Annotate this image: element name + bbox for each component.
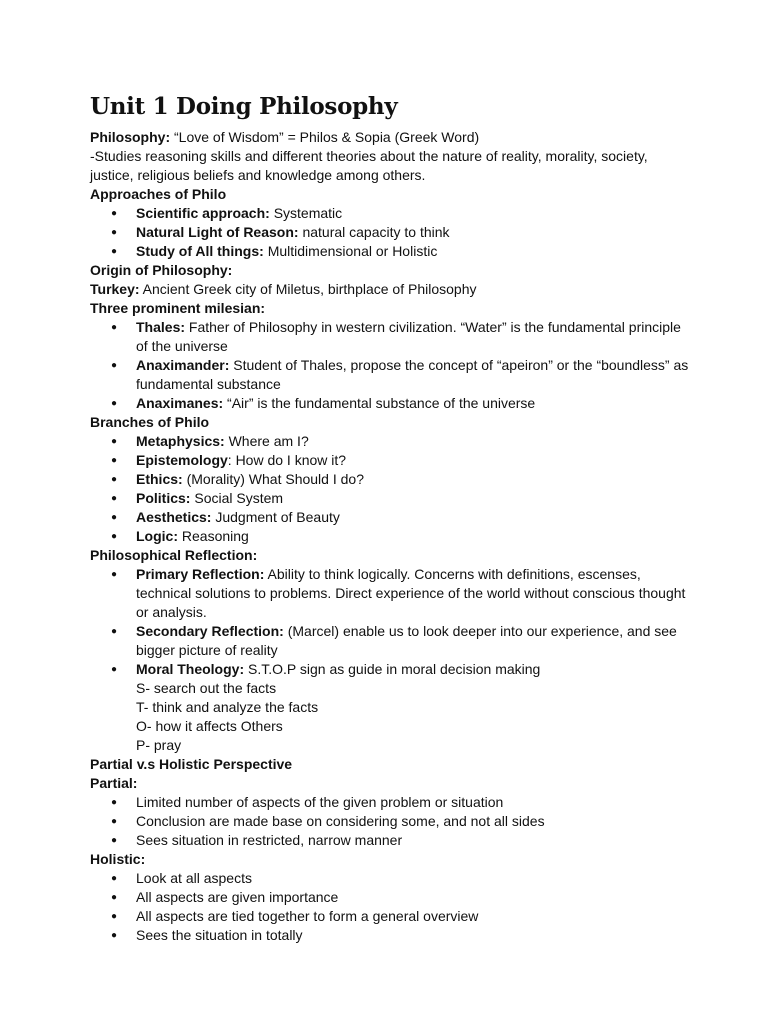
bullet-icon: ● xyxy=(111,322,118,333)
partial-heading: Partial: xyxy=(90,775,138,791)
item-label: Natural Light of Reason: xyxy=(136,224,299,240)
bullet-icon: ● xyxy=(111,208,118,219)
milesian-list xyxy=(90,318,690,413)
approaches-list xyxy=(90,204,690,261)
philosophy-label: Philosophy: xyxy=(90,129,171,145)
item-label: Anaximanes: xyxy=(136,395,224,411)
item-text: Look at all aspects xyxy=(136,870,252,886)
bullet-icon: ● xyxy=(111,892,118,903)
item-text: Sees situation in restricted, narrow manner xyxy=(136,832,403,848)
bullet-icon: ● xyxy=(111,398,118,409)
list-item xyxy=(90,812,690,831)
bullet-icon: ● xyxy=(111,569,118,580)
item-text: (Morality) What Should I do? xyxy=(182,471,364,487)
bullet-icon: ● xyxy=(111,360,118,371)
perspective-heading: Partial v.s Holistic Perspective xyxy=(90,756,293,772)
list-item xyxy=(90,470,690,489)
bullet-icon: ● xyxy=(111,227,118,238)
item-label: Moral Theology: xyxy=(136,661,245,677)
item-text: Judgment of Beauty xyxy=(211,509,340,525)
stop-step-p: P- pray xyxy=(136,737,182,753)
item-label: Study of All things: xyxy=(136,243,264,259)
list-item xyxy=(90,907,690,926)
item-text: Conclusion are made base on considering some, and not all sides xyxy=(136,813,545,829)
list-item xyxy=(90,204,690,223)
item-text: Reasoning xyxy=(178,528,249,544)
bullet-icon: ● xyxy=(111,797,118,808)
list-item xyxy=(90,926,690,945)
item-label: Primary Reflection: xyxy=(136,566,265,582)
item-text: S.T.O.P sign as guide in moral decision making xyxy=(244,661,541,677)
list-item xyxy=(90,831,690,850)
item-text: Ability to think logically. Concerns with definitions, escenses, technical solutions to problems. Direct experience of the world without conscious thought or analysis. xyxy=(136,566,686,620)
bullet-icon: ● xyxy=(111,664,118,675)
philosophy-text: “Love of Wisdom” = Philos & Sopia (Greek Word) xyxy=(170,129,480,145)
branches-heading: Branches of Philo xyxy=(90,414,210,430)
item-label: Thales: xyxy=(136,319,186,335)
item-text: All aspects are given importance xyxy=(136,889,339,905)
item-label: Politics: xyxy=(136,490,191,506)
holistic-list xyxy=(90,869,690,945)
list-item xyxy=(90,318,690,356)
bullet-icon: ● xyxy=(111,930,118,941)
item-text: Student of Thales, propose the concept of “apeiron” or the “boundless” as fundamental substance xyxy=(136,357,689,392)
item-text: Father of Philosophy in western civilization. “Water” is the fundamental principle of the universe xyxy=(136,319,681,354)
list-item xyxy=(90,622,690,660)
item-label: Anaximander: xyxy=(136,357,230,373)
list-item xyxy=(90,489,690,508)
reflection-list xyxy=(90,565,690,755)
partial-list xyxy=(90,793,690,850)
approaches-heading: Approaches of Philo xyxy=(90,186,227,202)
bullet-icon: ● xyxy=(111,531,118,542)
item-label: Scientific approach: xyxy=(136,205,270,221)
item-text: All aspects are tied together to form a general overview xyxy=(136,908,479,924)
bullet-icon: ● xyxy=(111,873,118,884)
item-label: Epistemology xyxy=(136,452,228,468)
stop-step-o: O- how it affects Others xyxy=(136,718,283,734)
item-text: Limited number of aspects of the given problem or situation xyxy=(136,794,504,810)
item-text: Sees the situation in totally xyxy=(136,927,303,943)
bullet-icon: ● xyxy=(111,835,118,846)
item-text: Social System xyxy=(190,490,284,506)
bullet-icon: ● xyxy=(111,493,118,504)
philosophy-description: -Studies reasoning skills and different theories about the nature of reality, morality, society, justice, religious beliefs and knowledge among others. xyxy=(90,148,648,183)
bullet-icon: ● xyxy=(111,436,118,447)
origin-label: Turkey: xyxy=(90,281,140,297)
milesian-heading: Three prominent milesian: xyxy=(90,300,266,316)
list-item xyxy=(90,793,690,812)
item-text: Systematic xyxy=(269,205,343,221)
list-item xyxy=(90,451,690,470)
item-label: Logic: xyxy=(136,528,178,544)
origin-heading: Origin of Philosophy: xyxy=(90,262,233,278)
item-text: natural capacity to think xyxy=(298,224,450,240)
reflection-heading: Philosophical Reflection: xyxy=(90,547,258,563)
bullet-icon: ● xyxy=(111,474,118,485)
list-item xyxy=(90,223,690,242)
item-label: Secondary Reflection: xyxy=(136,623,284,639)
bullet-icon: ● xyxy=(111,246,118,257)
origin-line xyxy=(90,280,690,299)
list-item xyxy=(90,356,690,394)
bullet-icon: ● xyxy=(111,455,118,466)
item-label: Metaphysics: xyxy=(136,433,225,449)
item-text: : How do I know it? xyxy=(227,452,347,468)
bullet-icon: ● xyxy=(111,626,118,637)
bullet-icon: ● xyxy=(111,816,118,827)
stop-step-s: S- search out the facts xyxy=(136,680,277,696)
bullet-icon: ● xyxy=(111,911,118,922)
holistic-heading: Holistic: xyxy=(90,851,146,867)
bullet-icon: ● xyxy=(111,512,118,523)
list-item xyxy=(90,508,690,527)
item-label: Ethics: xyxy=(136,471,183,487)
list-item xyxy=(90,394,690,413)
document-content xyxy=(90,92,690,945)
origin-text: Ancient Greek city of Miletus, birthplace of Philosophy xyxy=(139,281,477,297)
item-text: “Air” is the fundamental substance of the universe xyxy=(223,395,536,411)
item-text: (Marcel) enable us to look deeper into our experience, and see bigger picture of reality xyxy=(136,623,677,658)
list-item xyxy=(90,565,690,622)
item-text: Where am I? xyxy=(224,433,309,449)
item-text: Multidimensional or Holistic xyxy=(263,243,438,259)
philosophy-definition xyxy=(90,128,690,147)
branches-list xyxy=(90,432,690,546)
list-item xyxy=(90,869,690,888)
list-item xyxy=(90,660,690,755)
page-title: Unit 1 Doing Philosophy xyxy=(90,93,398,120)
list-item xyxy=(90,888,690,907)
stop-step-t: T- think and analyze the facts xyxy=(136,699,319,715)
list-item xyxy=(90,432,690,451)
list-item xyxy=(90,527,690,546)
item-label: Aesthetics: xyxy=(136,509,212,525)
list-item xyxy=(90,242,690,261)
